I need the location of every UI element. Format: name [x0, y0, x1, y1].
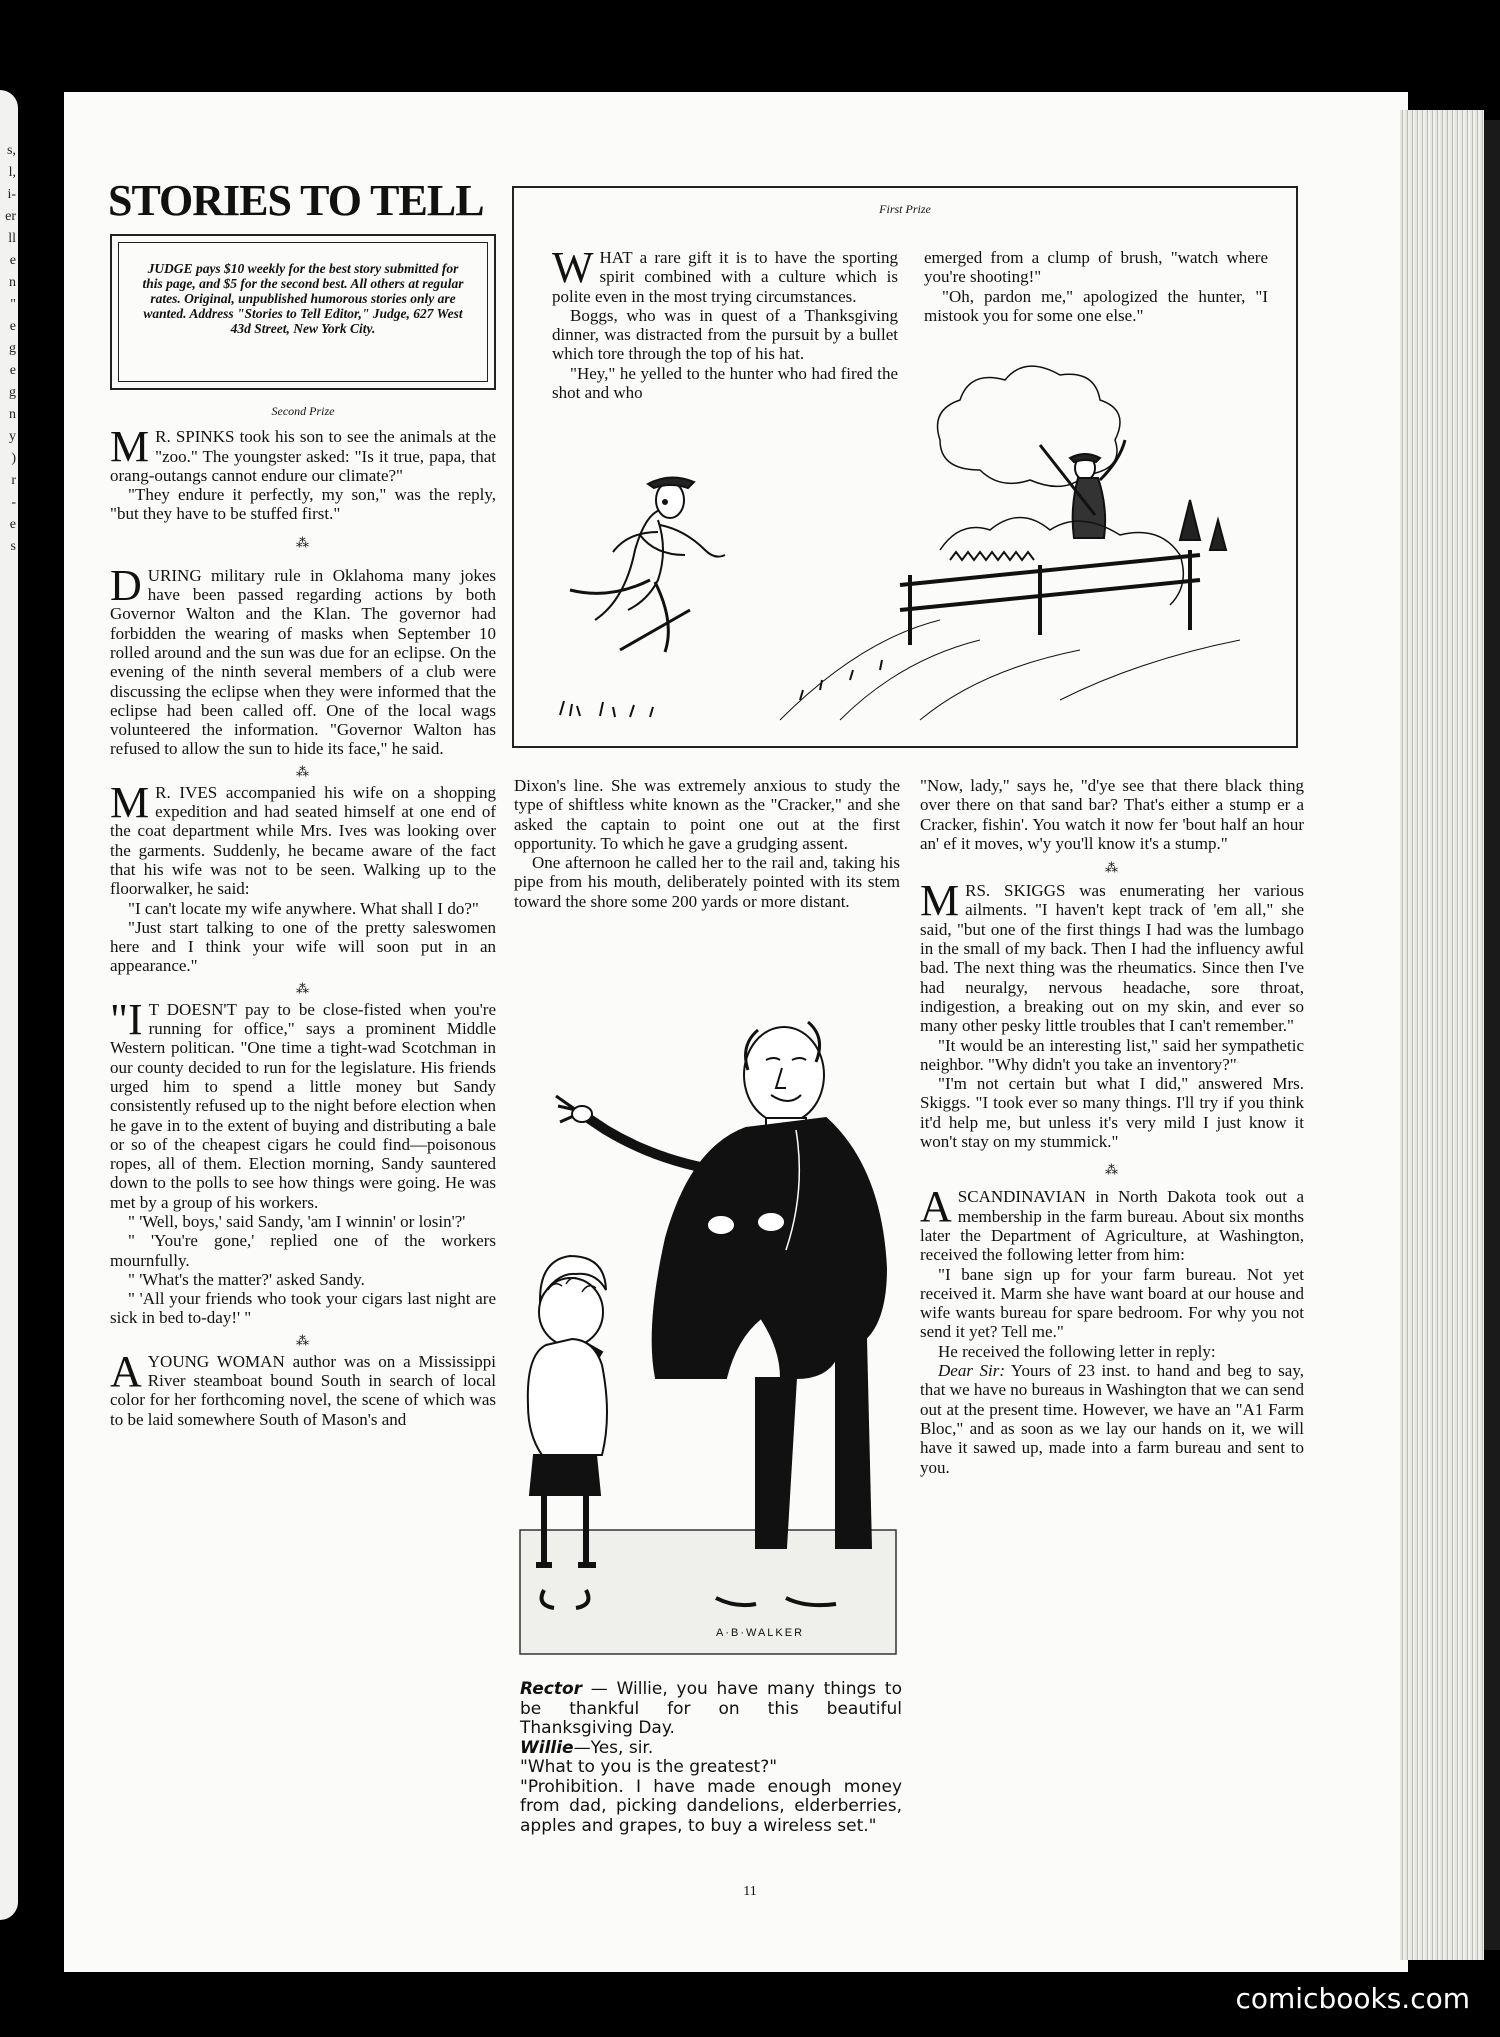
story-separator: ⁂ — [1105, 860, 1119, 876]
dropcap: D — [110, 560, 142, 610]
dropcap: M — [110, 422, 150, 472]
previous-page-fragment: e — [9, 253, 16, 268]
dropcap: M — [920, 876, 960, 926]
dropcap: W — [552, 243, 594, 292]
story-separator: ⁂ — [1105, 1162, 1119, 1178]
left-column — [110, 402, 496, 1429]
previous-page-fragment: r — [11, 473, 16, 488]
story-separator: ⁂ — [296, 1332, 310, 1348]
first-prize-label: First Prize — [879, 202, 931, 216]
artist-signature: A·B·WALKER — [716, 1627, 805, 1639]
page-stack-edge — [1400, 110, 1484, 1960]
second-prize-label: Second Prize — [271, 404, 335, 418]
hunter-illustration — [540, 360, 1280, 740]
dropcap: A — [920, 1182, 952, 1232]
page-number: 11 — [743, 1884, 757, 1899]
previous-page-fragment: - — [11, 495, 16, 510]
first-prize-text-right: emerged from a clump of brush, "watch where you're shooting!" "Oh, pardon me," apologized the hunter, "I mistook you for some one else." — [924, 248, 1268, 325]
previous-page-fragment: s — [10, 539, 16, 554]
submission-notice: JUDGE pays $10 weekly for the best story submitted for this page, and $5 for the second best. All others at regular rates. Original, unpublished humorous stories only are wanted. Address "Stories to Tell Editor," Judge, 627 West 43d Street, New York City. — [118, 242, 488, 382]
previous-page-fragment: " — [10, 297, 16, 312]
speaker-rector: Rector — [520, 1679, 583, 1699]
previous-page-fragment: e — [9, 517, 16, 532]
speaker-willie: Willie — [520, 1737, 574, 1758]
story-ives: M R. IVES accompanied his wife on a shopping expedition and had seated himself at one end of the coat department while Mrs. Ives was looking over the garments. Suddenly, he became aware of the fact that his wife was not to be seen. Walking up to the floorwalker, he said: "I can't locate my wife anywhere. What shall I do?" "Just start talking to one of the pretty saleswomen here and I think your wife will soon put in an appearance." — [110, 777, 496, 976]
previous-page-fragment: e — [9, 319, 16, 334]
submission-notice-box — [110, 234, 496, 390]
story-spinks: M R. SPINKS took his son to see the animals at the "zoo." The youngster asked: "Is it true, papa, that orang-outangs cannot endure our climate?" "They endure it perfectly, my son," was the reply, "but they have to be stuffed first." — [110, 422, 496, 524]
previous-page-fragment: e — [9, 363, 16, 378]
first-prize-text-left: WHAT a rare gift it is to have the sporting spirit combined with a culture which is polite even in the most trying circumstances. Boggs, who was in quest of a Thanksgiving dinner, was distracted from the pursuit by a bullet which tore through the top of his hat. "Hey," he yelled to the hunter who had fired the shot and who — [552, 243, 898, 403]
story-skiggs: MRS. SKIGGS was enumerating her various ailments. "I haven't kept track of 'em all," she said, "but one of the first things I had was the lumbago in the small of my back. Then I had the influency awful bad. The next thing was the rheumatics. Since then I've had neuralgy, nervous headache, sore throat, indigestion, a breaking out on my skin, and ever so many other pesky little troubles that I can't remember." "It would be an interesting list," said her sympathetic neighbor. "Why didn't you take an inventory?" "I'm not certain but what I did," answered Mrs. Skiggs. "I took ever so many things. I'll try if you think it'd help me, but unless it's very mild I just know it won't stay on my stummick." — [920, 876, 1304, 1152]
rector-cartoon — [516, 1000, 902, 1660]
previous-page-fragment: n — [9, 275, 16, 290]
previous-page-fragment: y — [9, 429, 16, 444]
story-oklahoma: DURING military rule in Oklahoma many jokes have been passed regarding actions by both Governor Walton and the Klan. The governor had forbidden the wearing of masks when September 10 rolled around and the sun was due for an eclipse. On the evening of the ninth several members of a club were discussing the eclipse when they were informed that the eclipse had been called off. One of the local wags volunteered the information. "Governor Walton has refused to allow the sun to hide its face," he said. — [110, 560, 496, 759]
previous-page-text — [0, 140, 16, 558]
book-binding-edge — [1484, 120, 1500, 1950]
story-sandy: "I T DOESN'T pay to be close-fisted when you're running for office," says a prominent Middle Western politican. "One time a tight-wad Scotchman in our county decided to run for the legislature. His friends urged him to spend a little money but Sandy consistently refused up to the night before election when he gave in to the extent of buying and distributing a bale or so of the cheapest cigars he could find—poisonous ropes, all of them. Election morning, Sandy sauntered down to the polls to see how things were going. He was met by a group of his workers. " 'Well, boys,' said Sandy, 'am I winnin' or losin'?' " 'You're gone,' replied one of the workers mournfully. " 'What's the matter?' asked Sandy. " 'All your friends who took your cigars last night are sick in bed to-day!' " — [110, 994, 497, 1328]
right-column: "Now, lady," says he, "d'ye see that there black thing over there on that sand bar? That's either a stump er a Cracker, fishin'. You watch it now fer 'bout half an hour an' ef it moves, w'y you'll know it's a stump." ⁂ MRS. SKIGGS was enumerating her various ailments. "I haven't kept track of 'em all," she said, "but one of the first things I had was the lumbago in the small of my back. Then I had the influency awful bad. The next thing was the rheumatics. Since then I've had neuralgy, nervous headache, sore throat, indigestion, a breaking out on my skin, and ever so many other pesky little troubles that I can't remember." "It would be an interesting list," said her sympathetic neighbor. "Why didn't you take an inventory?" "I'm not certain but what I did," answered Mrs. Skiggs. "I took ever so many things. I'll try if you think it'd help me, but unless it's very mild I just know it won't stay on my stummick." ⁂ ASCANDINAVIAN in North Dakota took out a membership in the farm bureau. About six months later the Department of Agriculture, at Washington, received the following letter from him: "I bane sign up for your farm bureau. Not yet received it. Marm she have want board at our house and wife wants bureau for spare bedroom. For why you not send it yet? Tell me." He received the following letter in reply: Dear Sir: Yours of 23 inst. to hand and beg to say, that we have no bureaus in Washington that we can send out at the present time. However, we have an "A1 Farm Bloc," and as soon as we lay our hands on it, we will have it sawed up, made into a farm bureau and sent to you. — [920, 776, 1304, 1477]
previous-page-fragment: n — [9, 407, 16, 422]
story-separator: ⁂ — [296, 980, 310, 996]
story-separator: ⁂ — [296, 763, 310, 779]
previous-page-fragment: er — [5, 209, 16, 224]
previous-page-fragment: i- — [7, 187, 16, 202]
previous-page-fragment: ) — [11, 451, 16, 466]
dropcap: A — [110, 1346, 142, 1396]
story-separator: ⁂ — [296, 534, 310, 550]
previous-page-fragment: l, — [8, 165, 16, 180]
previous-page-fragment: g — [9, 341, 16, 356]
site-watermark: comicbooks.com — [1235, 1982, 1470, 2015]
cartoon-caption: Rector — Willie, you have many things to be thankful for on this beautiful Thanksgiving Day. Willie—Yes, sir. "What to you is the greatest?" "Prohibition. I have made enough money from dad, picking dandelions, elderberries, apples and grapes, to buy a wireless set." — [520, 1679, 902, 1836]
dropcap: M — [110, 777, 150, 827]
dropcap: "I — [110, 994, 143, 1044]
previous-page-fragment: g — [9, 385, 16, 400]
page-title: STORIES TO TELL — [108, 176, 484, 225]
story-cracker-start: AYOUNG WOMAN author was on a Mississippi River steamboat bound South in search of local color for her forthcoming novel, the scene of which was to be laid somewhere South of Mason's and — [110, 1346, 496, 1429]
center-column: Dixon's line. She was extremely anxious to study the type of shiftless white known as the "Cracker," and she asked the captain to point one out at the first opportunity. To which he gave a grudging assent. One afternoon he called her to the rail and, taking his pipe from his mouth, deliberately pointed with its stem toward the shore some 200 yards or more distant. — [514, 776, 900, 911]
previous-page-fragment: ll — [8, 231, 16, 246]
previous-page-fragment: s, — [7, 143, 16, 158]
story-scandinavian: ASCANDINAVIAN in North Dakota took out a membership in the farm bureau. About six months later the Department of Agriculture, at Washington, received the following letter from him: "I bane sign up for your farm bureau. Not yet received it. Marm she have want board at our house and wife wants bureau for spare bedroom. For why you not send it yet? Tell me." He received the following letter in reply: Dear Sir: Yours of 23 inst. to hand and beg to say, that we have no bureaus in Washington that we can send out at the present time. However, we have an "A1 Farm Bloc," and as soon as we lay our hands on it, we will have it sawed up, made into a farm bureau and sent to you. — [920, 1182, 1304, 1477]
